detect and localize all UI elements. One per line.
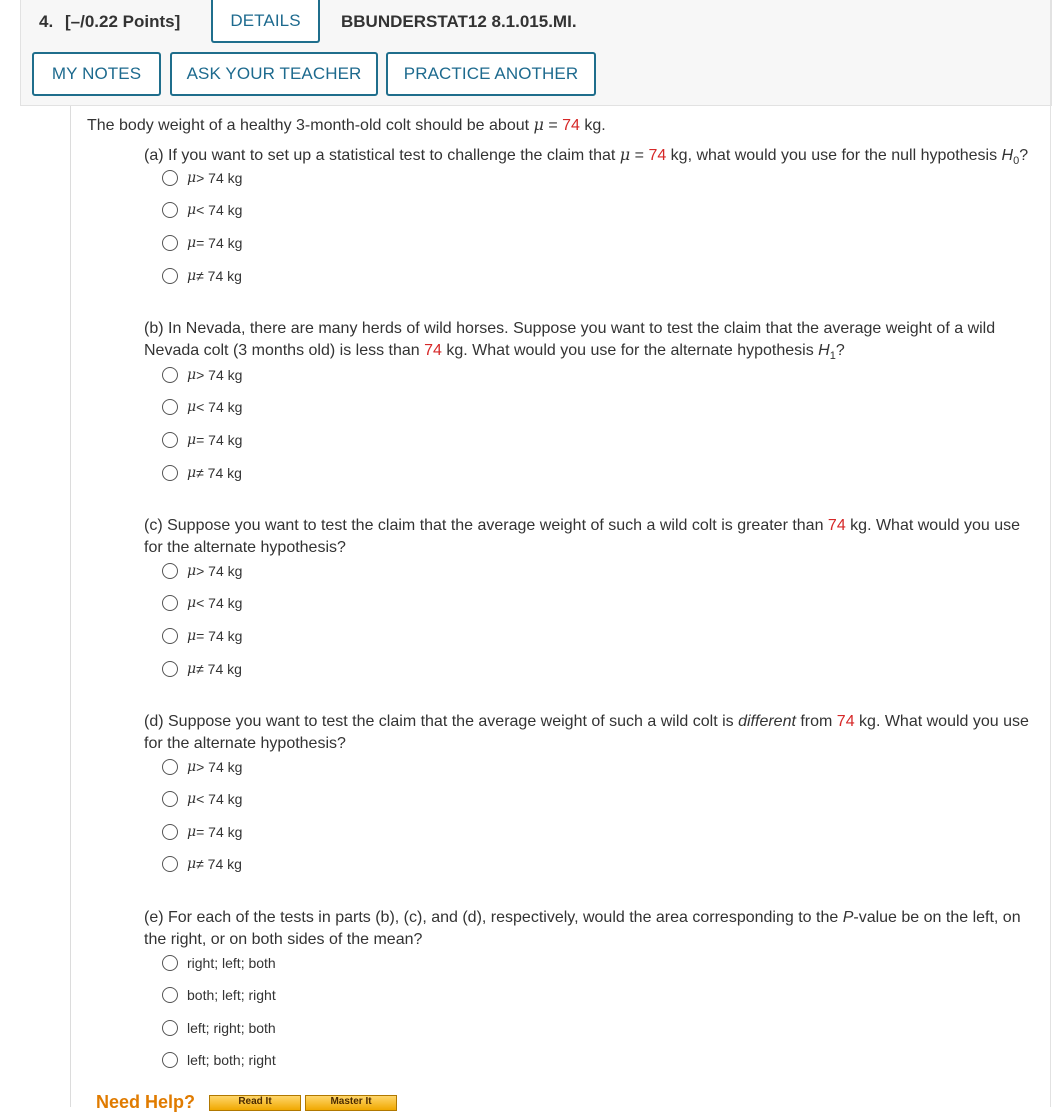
part-e-prompt: (e) For each of the tests in parts (b), (c), and (d), respectively, would the area corresponding to the P-value be on the left, on the right, or on both sides of the mean? [144,909,1021,948]
radio-button[interactable] [162,399,178,415]
need-help-label: Need Help? [96,1092,196,1112]
radio-button[interactable] [162,367,178,383]
radio-button[interactable] [162,856,178,872]
radio-button[interactable] [162,268,178,284]
part-c-option-ne[interactable]: μ ≠ 74 kg [162,658,242,680]
radio-button[interactable] [162,759,178,775]
radio-button[interactable] [162,1052,178,1068]
part-c-option-gt[interactable]: μ > 74 kg [162,560,242,582]
radio-button[interactable] [162,824,178,840]
part-b-option-ne[interactable]: μ ≠ 74 kg [162,462,242,484]
radio-button[interactable] [162,955,178,971]
part-b-option-eq[interactable]: μ = 74 kg [162,429,242,451]
part-a-option-eq[interactable]: μ = 74 kg [162,232,242,254]
radio-button[interactable] [162,170,178,186]
points-label: [–/0.22 Points] [65,12,181,31]
radio-button[interactable] [162,1020,178,1036]
radio-button[interactable] [162,465,178,481]
radio-button[interactable] [162,791,178,807]
part-d-prompt: (d) Suppose you want to test the claim that the average weight of such a wild colt is different from 74 kg. What would you use for the alternate hypothesis? [144,713,1029,752]
radio-button[interactable] [162,563,178,579]
part-e-option-1[interactable]: right; left; both [162,952,276,974]
part-c-option-lt[interactable]: μ < 74 kg [162,592,242,614]
radio-button[interactable] [162,235,178,251]
radio-button[interactable] [162,661,178,677]
radio-button[interactable] [162,595,178,611]
question-intro: The body weight of a healthy 3-month-old colt should be about μ = 74 kg. [87,115,606,134]
part-a-option-lt[interactable]: μ < 74 kg [162,199,242,221]
question-number: 4. [39,12,54,31]
radio-button[interactable] [162,202,178,218]
content-right-border [1050,0,1051,1107]
part-d-option-gt[interactable]: μ > 74 kg [162,756,242,778]
read-it-button[interactable]: Read It [209,1095,301,1111]
part-d-option-ne[interactable]: μ ≠ 74 kg [162,853,242,875]
part-d-option-eq[interactable]: μ = 74 kg [162,821,242,843]
part-e-option-2[interactable]: both; left; right [162,984,276,1006]
part-d-option-lt[interactable]: μ < 74 kg [162,788,242,810]
practice-another-button[interactable]: PRACTICE ANOTHER [386,52,596,96]
part-a-option-ne[interactable]: μ ≠ 74 kg [162,265,242,287]
ask-your-teacher-button[interactable]: ASK YOUR TEACHER [170,52,378,96]
part-a-prompt: (a) If you want to set up a statistical test to challenge the claim that μ = 74 kg, what would you use for the null hypothesis $H_0$? [144,145,1029,168]
my-notes-button[interactable]: MY NOTES [32,52,161,96]
part-b-option-gt[interactable]: μ > 74 kg [162,364,242,386]
part-a-option-gt[interactable]: μ > 74 kg [162,167,242,189]
content-left-border [70,106,71,1107]
part-e-option-3[interactable]: left; right; both [162,1017,276,1039]
details-button[interactable]: DETAILS [211,0,320,43]
part-e-option-4[interactable]: left; both; right [162,1049,276,1071]
radio-button[interactable] [162,987,178,1003]
part-c-prompt: (c) Suppose you want to test the claim that the average weight of such a wild colt is greater than 74 kg. What would you use for the alternate hypothesis? [144,517,1021,556]
master-it-button[interactable]: Master It [305,1095,397,1111]
part-b-option-lt[interactable]: μ < 74 kg [162,396,242,418]
question-header [20,0,1052,106]
radio-button[interactable] [162,628,178,644]
part-c-option-eq[interactable]: μ = 74 kg [162,625,242,647]
part-b-prompt: (b) In Nevada, there are many herds of wild horses. Suppose you want to test the claim that the average weight of a wild Nevada colt (3 months old) is less than 74 kg. What would you use for the alternate hypothesis $H_1$? [144,320,996,363]
question-code: BBUNDERSTAT12 8.1.015.MI. [341,12,577,31]
radio-button[interactable] [162,432,178,448]
